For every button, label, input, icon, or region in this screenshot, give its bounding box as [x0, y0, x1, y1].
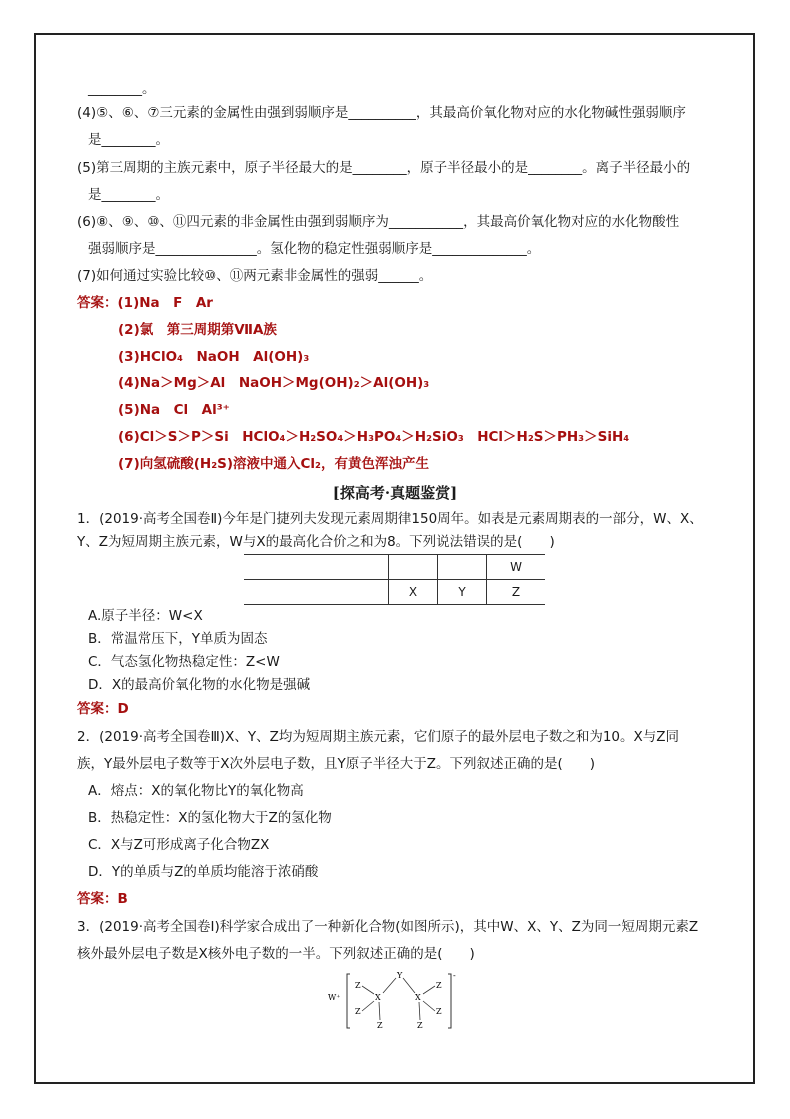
atom-z: Z — [377, 1021, 383, 1030]
section-title: [探高考·真题鉴赏] — [332, 484, 458, 502]
answer-7: (7)向氢硫酸(H₂S)溶液中通入Cl₂，有黄色浑浊产生 — [118, 456, 429, 472]
answer-1: (1)Na F Ar — [117, 295, 213, 311]
table-cell — [389, 555, 438, 580]
answer-6: (6)Cl＞S＞P＞Si HClO₄＞H₂SO₄＞H₃PO₄＞H₂SiO₃ HCl＞H₂S＞PH₃＞SiH₄ — [118, 429, 630, 445]
answer-label: 答案： — [77, 295, 118, 311]
answer-2: (2)氯 第三周期第ⅦA族 — [118, 322, 277, 338]
question-4-cont: 是________。 — [88, 132, 169, 148]
atom-x: X — [415, 993, 421, 1002]
q2-option-c: C．X与Z可形成离子化合物ZX — [88, 837, 270, 853]
question-7: (7)如何通过实验比较⑩、⑪两元素非金属性的强弱______。 — [77, 268, 433, 284]
structure-diagram — [320, 966, 470, 1036]
atom-z: Z — [436, 1007, 442, 1016]
atom-z: Z — [436, 981, 442, 990]
atom-z: Z — [355, 981, 361, 990]
bonds — [362, 978, 435, 1020]
q1-option-b: B．常温常压下，Y单质为固态 — [88, 631, 268, 647]
table-cell — [244, 580, 389, 605]
question-6-cont: 强弱顺序是_______________。氢化物的稳定性强弱顺序是______________。 — [88, 241, 541, 257]
answer-4: (4)Na＞Mg＞Al NaOH＞Mg(OH)₂＞Al(OH)₃ — [118, 375, 430, 391]
periodic-table-fragment — [244, 554, 545, 605]
q2-answer: 答案：B — [77, 891, 128, 907]
q2-option-a: A．熔点：X的氧化物比Y的氧化物高 — [88, 783, 304, 799]
q2-stem-cont: 族，Y最外层电子数等于X次外层电子数，且Y原子半径大于Z。下列叙述正确的是( ) — [77, 756, 596, 772]
atom-x: X — [375, 993, 381, 1002]
q1-option-a: A.原子半径：W<X — [88, 608, 203, 624]
q1-stem: 1．(2019·高考全国卷Ⅱ)今年是门捷列夫发现元素周期律150周年。如表是元素周期表的一部分，W、X、 — [77, 511, 703, 527]
q3-stem: 3．(2019·高考全国卷Ⅰ)科学家合成出了一种新化合物(如图所示)，其中W、X、Y、Z为同一短周期元素Z — [77, 919, 699, 935]
atom-z: Z — [417, 1021, 423, 1030]
q2-option-d: D．Y的单质与Z的单质均能溶于浓硝酸 — [88, 864, 319, 880]
q2-stem: 2．(2019·高考全国卷Ⅲ)X、Y、Z均为短周期主族元素，它们原子的最外层电子数之和为10。X与Z同 — [77, 729, 679, 745]
table-cell — [438, 555, 487, 580]
table-cell-y: Y — [438, 580, 487, 605]
right-bracket — [448, 974, 451, 1028]
table-cell-z: Z — [487, 580, 546, 605]
answer-3: (3)HClO₄ NaOH Al(OH)₃ — [118, 349, 310, 365]
atom-z: Z — [355, 1007, 361, 1016]
q1-option-d: D．X的最高价氧化物的水化物是强碱 — [88, 677, 311, 693]
q1-answer: 答案：D — [77, 701, 129, 717]
question-5: (5)第三周期的主族元素中，原子半径最大的是________，原子半径最小的是________。离子半径最小的 — [77, 160, 691, 176]
q1-option-c: C．气态氢化物热稳定性：Z<W — [88, 654, 280, 670]
blank-line: ________。 — [88, 81, 156, 97]
table-cell — [244, 555, 389, 580]
answer-5: (5)Na Cl Al³⁺ — [118, 402, 230, 418]
question-6: (6)⑧、⑨、⑩、⑪四元素的非金属性由强到弱顺序为___________，其最高价氧化物对应的水化物酸性 — [77, 214, 680, 230]
answer-block — [77, 293, 213, 313]
q3-stem-cont: 核外最外层电子数是X核外电子数的一半。下列叙述正确的是( ) — [77, 946, 475, 962]
cation-label: W⁺ — [328, 993, 341, 1002]
q2-option-b: B．热稳定性：X的氢化物大于Z的氢化物 — [88, 810, 332, 826]
question-4: (4)⑤、⑥、⑦三元素的金属性由强到弱顺序是__________，其最高价氧化物对应的水化物碱性强弱顺序 — [77, 105, 686, 121]
question-5-cont: 是________。 — [88, 187, 169, 203]
left-bracket — [347, 974, 350, 1028]
q1-stem-cont: Y、Z为短周期主族元素，W与X的最高化合价之和为8。下列说法错误的是( ) — [77, 534, 555, 550]
table-cell-w: W — [487, 555, 546, 580]
atom-y: Y — [397, 971, 403, 980]
table-cell-x: X — [389, 580, 438, 605]
charge-label: - — [453, 971, 456, 980]
